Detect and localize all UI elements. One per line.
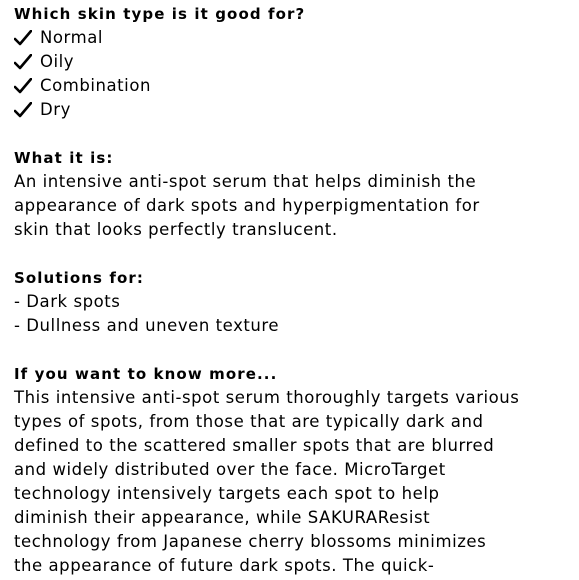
skin-type-item-combination xyxy=(14,74,574,98)
more-info-line: diminish their appearance, while SAKURAResist xyxy=(14,508,431,527)
more-info-section xyxy=(14,362,574,578)
skin-type-label: Dry xyxy=(40,100,71,119)
more-info-line: and widely distributed over the face. MicroTarget xyxy=(14,460,446,479)
more-info-line: defined to the scattered smaller spots that are blurred xyxy=(14,436,495,455)
checkmark-icon xyxy=(14,54,32,70)
what-it-is-line: skin that looks perfectly translucent. xyxy=(14,220,338,239)
more-info-line: This intensive anti-spot serum thoroughly targets various xyxy=(14,388,520,407)
section-spacer xyxy=(14,242,574,266)
solutions-item: - Dullness and uneven texture xyxy=(14,316,280,335)
skin-type-label: Combination xyxy=(40,76,151,95)
more-info-heading: If you want to know more... xyxy=(14,365,278,383)
skin-type-item-dry xyxy=(14,98,574,122)
what-it-is-line: An intensive anti-spot serum that helps diminish the xyxy=(14,172,477,191)
more-info-line: the appearance of future dark spots. The quick- xyxy=(14,556,435,575)
skin-type-heading: Which skin type is it good for? xyxy=(14,5,306,23)
product-description xyxy=(14,2,574,578)
more-info-line: technology from Japanese cherry blossoms minimizes xyxy=(14,532,487,551)
section-spacer xyxy=(14,338,574,362)
skin-type-item-normal xyxy=(14,26,574,50)
more-info-line: types of spots, from those that are typically dark and xyxy=(14,412,484,431)
skin-type-item-oily xyxy=(14,50,574,74)
checkmark-icon xyxy=(14,30,32,46)
solutions-item: - Dark spots xyxy=(14,292,121,311)
skin-type-label: Oily xyxy=(40,52,75,71)
solutions-section xyxy=(14,266,574,338)
checkmark-icon xyxy=(14,102,32,118)
more-info-line: technology intensively targets each spot to help xyxy=(14,484,440,503)
what-it-is-heading: What it is: xyxy=(14,149,114,167)
what-it-is-line: appearance of dark spots and hyperpigmentation for xyxy=(14,196,480,215)
checkmark-icon xyxy=(14,78,32,94)
what-it-is-section xyxy=(14,146,574,242)
skin-type-label: Normal xyxy=(40,28,103,47)
solutions-heading: Solutions for: xyxy=(14,269,145,287)
section-spacer xyxy=(14,122,574,146)
skin-type-section xyxy=(14,2,574,122)
